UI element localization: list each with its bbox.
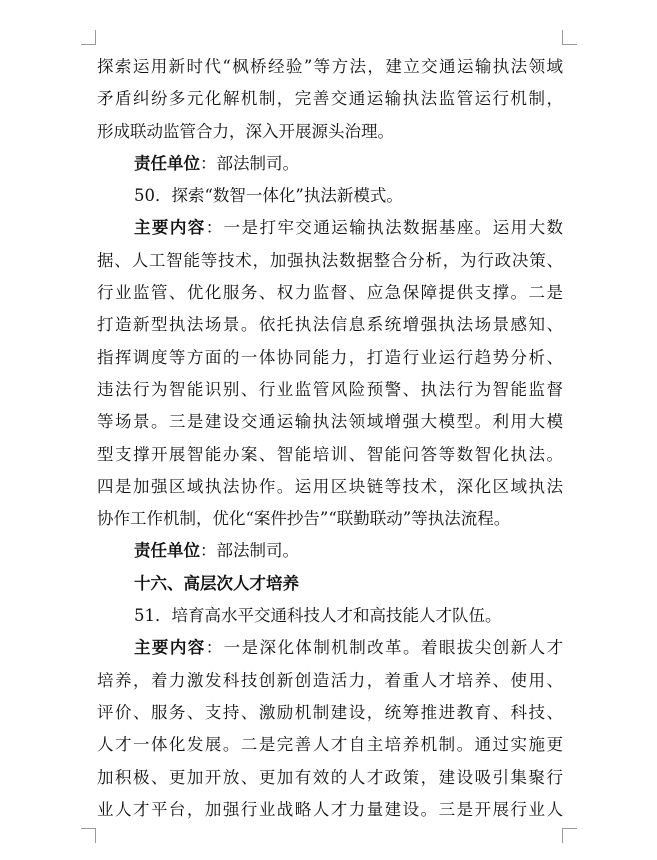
crop-mark-bottom-right [562, 828, 577, 843]
body-line: 等场景。三是建设交通运输执法领域增强大模型。利用大模 [97, 412, 563, 432]
responsible-unit-value: ：部法制司。 [200, 541, 299, 561]
item-title: 51．培育高水平交通科技人才和高技能人才队伍。 [134, 606, 502, 626]
body-line: 型支撑开展智能办案、智能培训、智能问答等数智化执法。 [97, 444, 563, 464]
main-content-line [97, 632, 563, 664]
body-line: 协作工作机制，优化“案件抄告”“联勤联动”等执法流程。 [97, 509, 511, 529]
main-content-label: 主要内容 [134, 638, 206, 658]
body-line: 人才一体化发展。二是完善人才自主培养机制。通过实施更 [97, 735, 563, 755]
main-content-label: 主要内容 [134, 218, 206, 238]
body-line: 探索运用新时代“枫桥经验”等方法，建立交通运输执法领域 [97, 57, 563, 76]
body-line: 形成联动监管合力，深入开展源头治理。 [97, 121, 394, 141]
main-content-line [97, 212, 563, 244]
crop-mark-top-left [81, 30, 96, 45]
body-line: 评价、服务、支持、激励机制建设，统筹推进教育、科技、 [97, 702, 563, 722]
main-content-text: ：一是打牢交通运输执法数据基座。运用大数 [205, 218, 564, 238]
crop-mark-bottom-left [81, 828, 96, 843]
crop-mark-top-right [562, 30, 577, 45]
item-title: 50．探索“数智一体化”执法新模式。 [134, 186, 403, 206]
body-line: 加积极、更加开放、更加有效的人才政策，建设吸引集聚行 [97, 767, 563, 787]
document-page [97, 51, 563, 826]
body-line: 打造新型执法场景。依托执法信息系统增强执法场景感知、 [97, 315, 563, 335]
section-heading: 十六、高层次人才培养 [134, 573, 299, 593]
body-line: 指挥调度等方面的一体协同能力，打造行业运行趋势分析、 [97, 347, 563, 367]
body-line: 矛盾纠纷多元化解机制，完善交通运输执法监管运行机制， [97, 89, 563, 109]
responsible-unit-label: 责任单位 [134, 153, 200, 173]
body-line: 四是加强区域执法协作。运用区块链等技术，深化区域执法 [97, 476, 563, 496]
responsible-unit-line [97, 535, 563, 567]
body-line: 据、人工智能等技术，加强执法数据整合分析，为行政决策、 [97, 250, 563, 270]
body-line: 行业监管、优化服务、权力监督、应急保障提供支撑。二是 [97, 283, 563, 303]
body-line: 培养，着力激发科技创新创造活力，着重人才培养、使用、 [97, 670, 563, 690]
body-line: 违法行为智能识别、行业监管风险预警、执法行为智能监督 [97, 379, 563, 399]
body-line: 业人才平台，加强行业战略人才力量建设。三是开展行业人 [97, 799, 563, 819]
main-content-text: ：一是深化体制机制改革。着眼拔尖创新人才 [205, 638, 564, 658]
responsible-unit-line [97, 148, 563, 180]
responsible-unit-value: ：部法制司。 [200, 153, 299, 173]
responsible-unit-label: 责任单位 [134, 541, 200, 561]
